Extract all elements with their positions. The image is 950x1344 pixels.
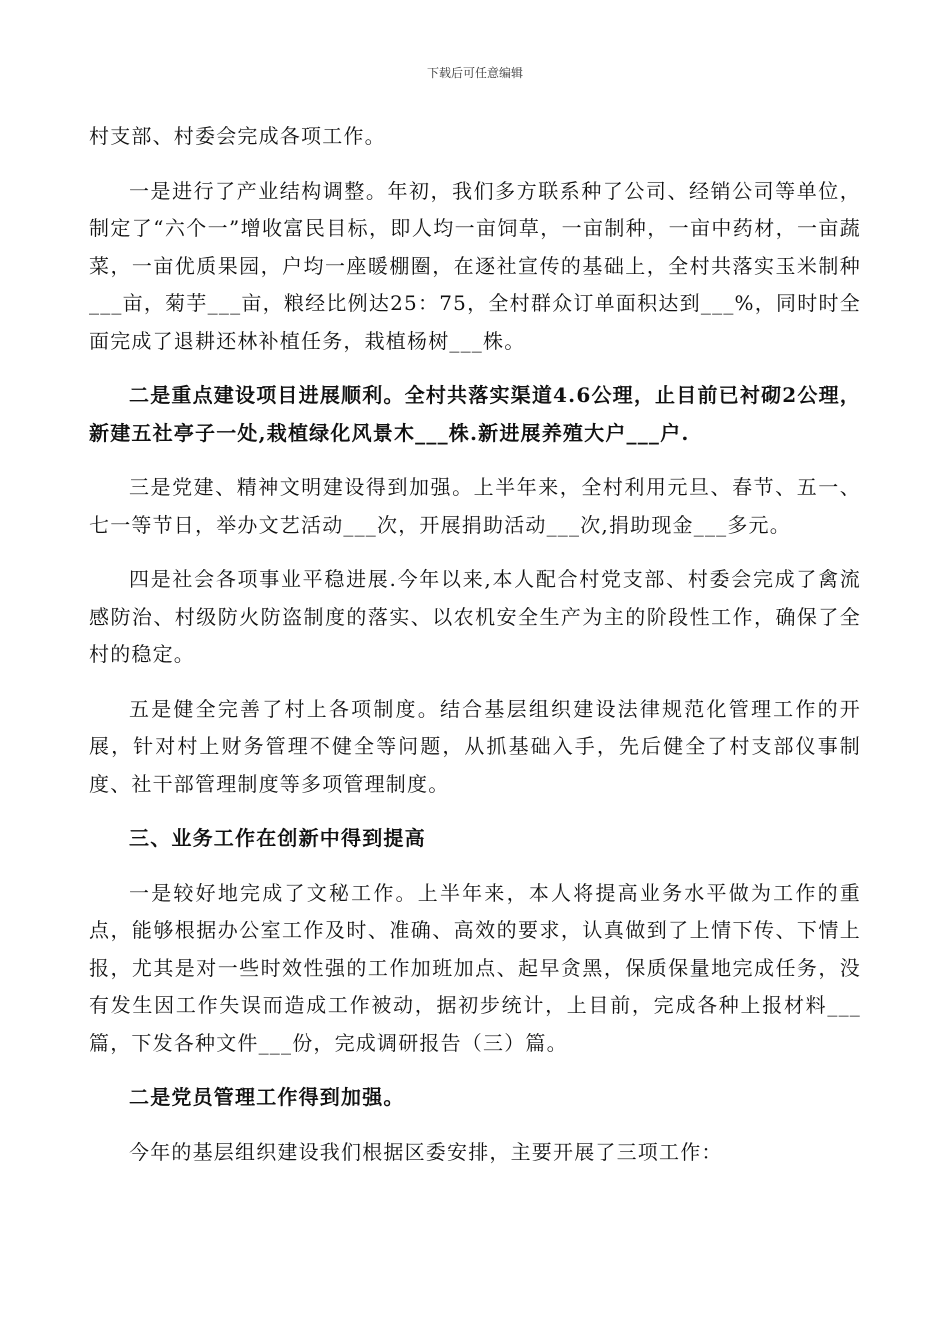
document-body: [89, 118, 861, 1171]
paragraph-industry-adjustment: 一是进行了产业结构调整。年初，我们多方联系种了公司、经销公司等单位，制定了“六个一”增收富民目标，即人均一亩饲草，一亩制种，一亩中药材，一亩蔬菜，一亩优质果园，户均一座暖棚圈，在逐社宣传的基础上，全村共落实玉米制种___亩，菊芋___亩，粮经比例达25：75，全村群众订单面积达到___%，同时时全面完成了退耕还林补植任务，栽植杨树___株。: [89, 178, 861, 353]
paragraph-continuation: 村支部、村委会完成各项工作。: [89, 124, 386, 148]
paragraph-social-affairs: 四是社会各项事业平稳进展.今年以来,本人配合村党支部、村委会完成了禽流感防治、村级防火防盗制度的落实、以农机安全生产为主的阶段性工作，确保了全村的稳定。: [89, 567, 861, 666]
paragraph-key-projects: 二是重点建设项目进展顺利。全村共落实渠道4.6公理，止目前已衬砌2公理，新建五社亭子一处,栽植绿化风景木___株.新进展养殖大户___户.: [89, 383, 861, 445]
paragraph-party-member-management: 二是党员管理工作得到加强。: [129, 1085, 405, 1109]
section-heading: 三、业务工作在创新中得到提高: [129, 826, 426, 850]
paragraph-secretarial-work: 一是较好地完成了文秘工作。上半年来，本人将提高业务水平做为工作的重点，能够根据办公室工作及时、准确、高效的要求，认真做到了上情下传、下情上报，尤其是对一些时效性强的工作加班加点、起早贪黑，保质保量地完成任务，没有发生因工作失误而造成工作被动，据初步统计，上目前，完成各种上报材料___篇，下发各种文件___份，完成调研报告（三）篇。: [89, 880, 861, 1055]
paragraph-village-systems: 五是健全完善了村上各项制度。结合基层组织建设法律规范化管理工作的开展，针对村上财务管理不健全等问题，从抓基础入手，先后健全了村支部仪事制度、社干部管理制度等多项管理制度。: [89, 696, 861, 796]
paragraph-grassroots-organization: 今年的基层组织建设我们根据区委安排，主要开展了三项工作：: [129, 1139, 723, 1164]
page-header: 下载后可任意编辑: [426, 66, 523, 80]
paragraph-party-building: 三是党建、精神文明建设得到加强。上半年来，全村利用元旦、春节、五一、七一等节日，举办文艺活动___次，开展捐助活动___次,捐助现金___多元。: [89, 475, 861, 537]
